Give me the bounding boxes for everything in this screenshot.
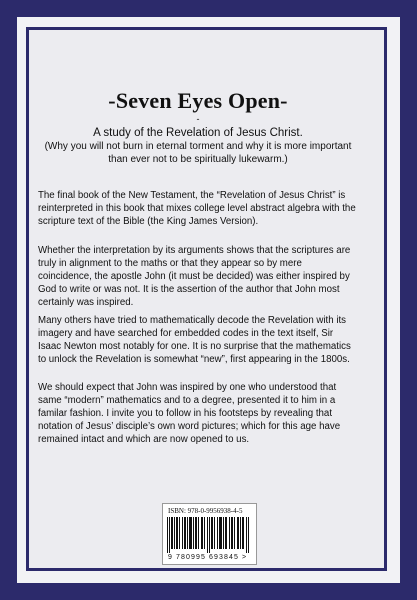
title-separator: -: [196, 114, 200, 124]
barcode-icon: [167, 517, 253, 553]
isbn-label: ISBN: 978-0-9956938-4-5: [168, 507, 243, 515]
cover-content: [38, 88, 358, 445]
blurb-paragraph-1: The final book of the New Testament, the “Revelation of Jesus Christ” is reinterpreted in this book that mixes college level abstract algebra with the scripture text of the Bible (the King James Version).: [38, 190, 356, 227]
subtitle-note: (Why you will not burn in eternal torment and why it is more important than ever not to be spiritually lukewarm.): [44, 141, 352, 165]
book-subtitle: A study of the Revelation of Jesus Christ.: [93, 127, 303, 139]
blurb-paragraph-4: We should expect that John was inspired by one who understood that same “modern” mathematics and to a degree, presented it to him in a familar fashion. I invite you to follow in his footsteps by revealing that notation of Jesus’ disciple’s own word pictures; which for this age have remained intact and which are now opened to us.: [38, 382, 341, 445]
barcode-digits: 9 780995 693845 >: [168, 554, 248, 561]
isbn-barcode: [162, 503, 257, 565]
blurb-paragraph-2: Whether the interpretation by its arguments shows that the scriptures are truly in alignment to the maths or that they appear so by mere coincidence, the apostle John (it must be decided) was either inspired by God to write or was not. It is the assertion of the author that John most certainly was inspired.: [38, 245, 351, 308]
book-title: -Seven Eyes Open-: [108, 88, 288, 113]
blurb-paragraph-3: Many others have tried to mathematically decode the Revelation with its imagery and have searched for embedded codes in the text itself, Sir Isaac Newton most notably for one. It is no surprise that the mathematics to unlock the Revelation is somewhat “new”, first appearing in the 1800s.: [38, 315, 351, 365]
